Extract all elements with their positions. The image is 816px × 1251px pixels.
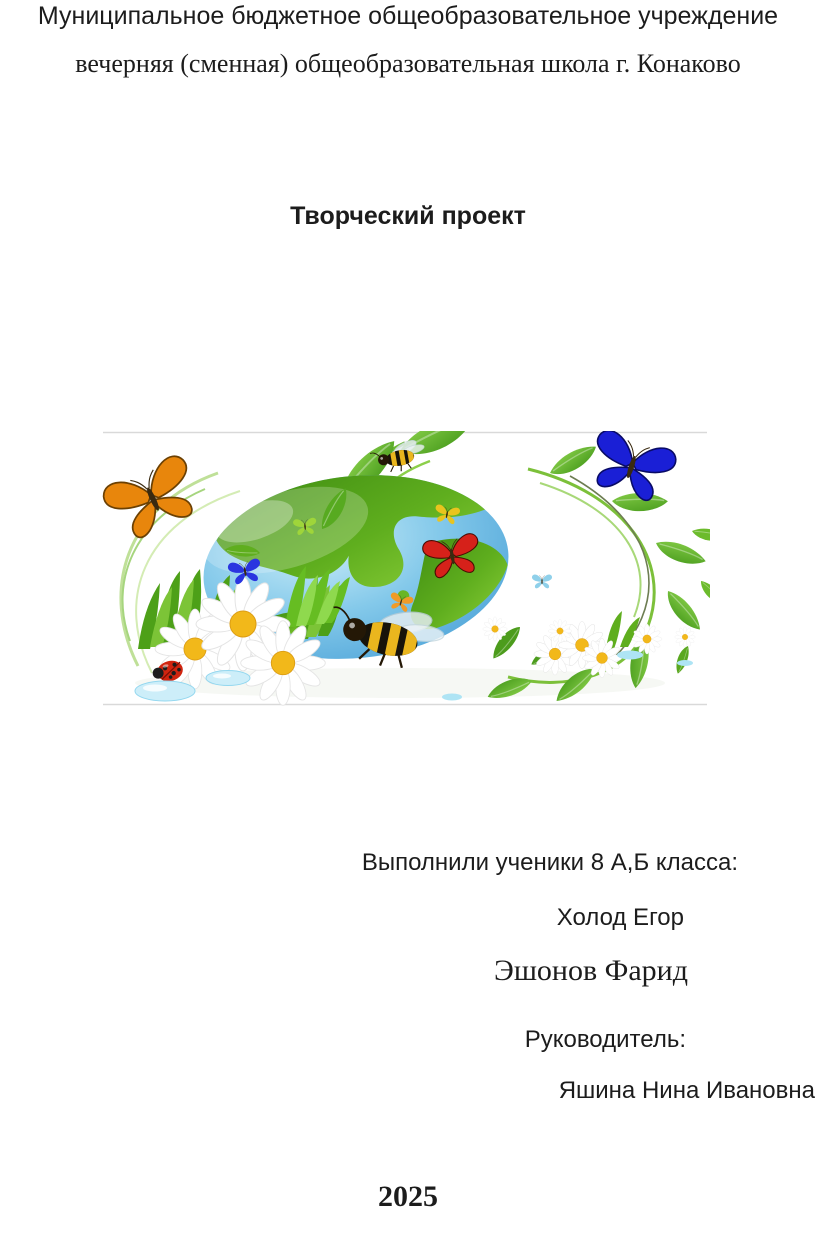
butterfly-light-blue-icon — [532, 575, 552, 589]
student-name-1: Холод Егор — [556, 904, 684, 931]
performed-by-label: Выполнили ученики 8 А,Б класса: — [361, 849, 738, 876]
institution-name-line-2: вечерняя (сменная) общеобразовательная школа г. Конаково — [75, 49, 741, 78]
supervisor-label: Руководитель: — [524, 1026, 686, 1053]
butterfly-orange-icon — [100, 452, 206, 545]
supervisor-name: Яшина Нина Ивановна — [558, 1077, 815, 1104]
cover-illustration — [100, 431, 710, 706]
year-label: 2025 — [378, 1180, 438, 1213]
daisies-right — [483, 617, 696, 678]
project-type-title: Творческий проект — [290, 202, 526, 230]
institution-name-line-1: Муниципальное бюджетное общеобразовательное учреждение — [37, 2, 779, 30]
student-name-2: Эшонов Фарид — [494, 954, 688, 987]
